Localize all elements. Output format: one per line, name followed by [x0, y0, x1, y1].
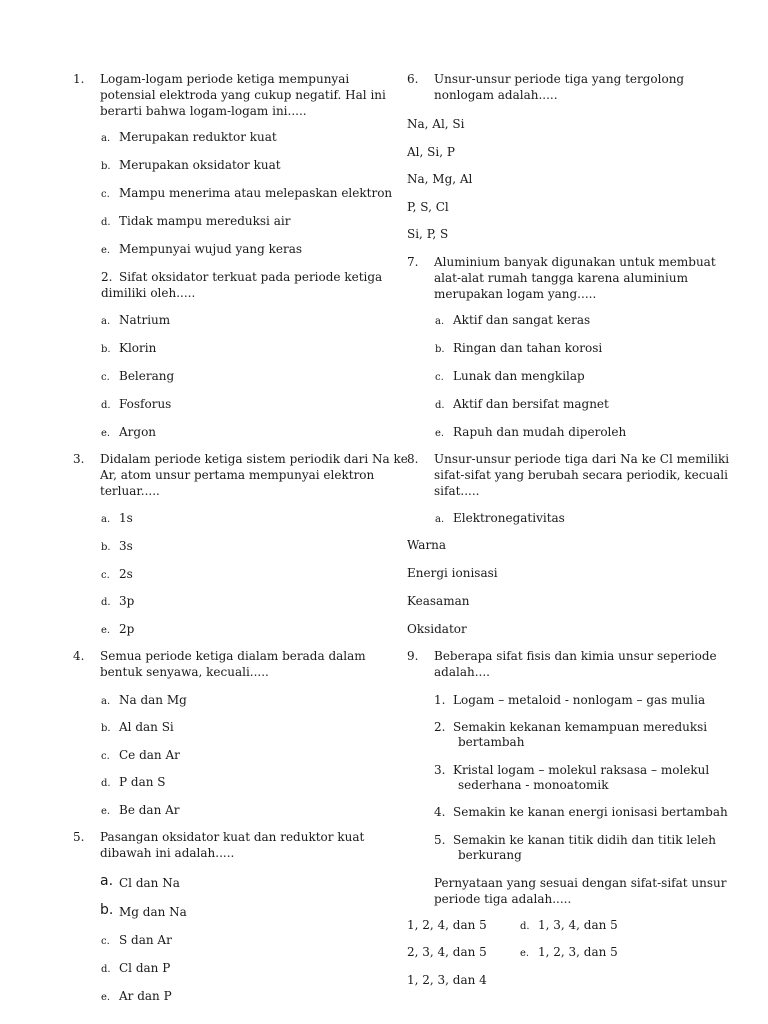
- q3-option-a-letter: a.: [101, 514, 111, 525]
- q2-option-a: Natrium: [119, 313, 171, 327]
- q7-option-e: Rapuh dan mudah diperoleh: [453, 425, 627, 439]
- q9-statement-2-line1: Semakin kekanan kemampuan mereduksi: [453, 720, 708, 734]
- q7-option-a: Aktif dan sangat keras: [453, 313, 591, 327]
- q8-text-line1: Unsur-unsur periode tiga dari Na ke Cl memiliki: [434, 452, 730, 466]
- q4-option-d-letter: d.: [101, 778, 111, 789]
- q5-text-line1: Pasangan oksidator kuat dan reduktor kuat: [100, 830, 365, 844]
- q9-answer-e-letter: e.: [520, 948, 530, 959]
- q1-option-a: Merupakan reduktor kuat: [119, 130, 277, 144]
- q8-option-a-letter: a.: [435, 514, 445, 525]
- q5-option-c: S dan Ar: [119, 933, 172, 947]
- q2-number: 2.: [101, 270, 113, 284]
- q9-prompt-line2: periode tiga adalah.....: [434, 892, 572, 906]
- q3-option-a: 1s: [119, 511, 133, 525]
- q9-answer-b: 2, 3, 4, dan 5: [407, 945, 487, 959]
- q8-option-b: Warna: [407, 538, 447, 552]
- q1-option-e-letter: e.: [101, 245, 111, 256]
- q1-number: 1.: [73, 72, 85, 86]
- q4-option-b: Al dan Si: [119, 720, 174, 734]
- q5-option-e: Ar dan P: [119, 989, 172, 1003]
- q2-option-d: Fosforus: [119, 397, 172, 411]
- q7-option-b-letter: b.: [435, 344, 445, 355]
- q3-option-d-letter: d.: [101, 597, 111, 608]
- q8-text-line2: sifat-sifat yang berubah secara periodik, kecuali: [434, 468, 728, 482]
- q9-number: 9.: [407, 649, 419, 663]
- q7-number: 7.: [407, 255, 419, 269]
- q5-option-c-letter: c.: [101, 936, 110, 947]
- q1-text-line3: berarti bahwa logam-logam ini.....: [100, 104, 307, 118]
- q1-option-b-letter: b.: [101, 161, 111, 172]
- q2-option-b-letter: b.: [101, 344, 111, 355]
- q9-statement-5-line1: Semakin ke kanan titik didih dan titik leleh: [453, 833, 716, 847]
- q5-option-d-letter: d.: [101, 964, 111, 975]
- q9-statement-3-line2: sederhana - monoatomik: [458, 778, 609, 792]
- q9-statement-5-line2: berkurang: [458, 848, 522, 862]
- q9-text-line2: adalah....: [434, 665, 490, 679]
- q1-option-c: Mampu menerima atau melepaskan elektron: [119, 186, 393, 200]
- q7-text-line3: merupakan logam yang.....: [434, 287, 597, 301]
- q9-statement-2-line2: bertambah: [458, 735, 525, 749]
- q5-option-a: Cl dan Na: [119, 876, 180, 890]
- q6-option-1: Na, Al, Si: [407, 117, 465, 131]
- q5-option-d: Cl dan P: [119, 961, 171, 975]
- q2-option-a-letter: a.: [101, 316, 111, 327]
- q8-option-d: Keasaman: [407, 594, 470, 608]
- q1-option-a-letter: a.: [101, 133, 111, 144]
- q2-text-line1: Sifat oksidator terkuat pada periode ketiga: [119, 270, 383, 284]
- q6-text-line2: nonlogam adalah.....: [434, 88, 558, 102]
- q8-option-c: Energi ionisasi: [407, 566, 498, 580]
- q3-option-b: 3s: [119, 539, 133, 553]
- q9-answer-d-letter: d.: [520, 921, 530, 932]
- q8-option-e: Oksidator: [407, 622, 467, 636]
- q4-option-d: P dan S: [119, 775, 166, 789]
- q1-option-b: Merupakan oksidator kuat: [119, 158, 281, 172]
- q4-option-a-letter: a.: [101, 696, 111, 707]
- q3-option-e-letter: e.: [101, 625, 111, 636]
- q9-statement-3-line1: Kristal logam – molekul raksasa – molekul: [453, 763, 710, 777]
- q3-text-line3: terluar.....: [100, 484, 160, 498]
- q1-text-line2: potensial elektroda yang cukup negatif. Hal ini: [100, 88, 386, 102]
- q6-option-3: Na, Mg, Al: [407, 172, 473, 186]
- q7-option-d: Aktif dan bersifat magnet: [453, 397, 609, 411]
- q9-statement-2-number: 2.: [434, 720, 446, 734]
- q7-option-e-letter: e.: [435, 428, 445, 439]
- q5-option-b-letter: b.: [100, 902, 114, 918]
- q9-answer-e: 1, 2, 3, dan 5: [538, 945, 618, 959]
- q9-statement-5-number: 5.: [434, 833, 446, 847]
- q6-option-2: Al, Si, P: [407, 145, 455, 159]
- q2-option-e: Argon: [119, 425, 157, 439]
- q6-number: 6.: [407, 72, 419, 86]
- q9-statement-1-number: 1.: [434, 693, 446, 707]
- q4-text-line2: bentuk senyawa, kecuali.....: [100, 665, 269, 679]
- q7-option-b: Ringan dan tahan korosi: [453, 341, 603, 355]
- q9-answer-d: 1, 3, 4, dan 5: [538, 918, 618, 932]
- q9-answer-a: 1, 2, 4, dan 5: [407, 918, 487, 932]
- q5-option-a-letter: a.: [100, 873, 114, 889]
- q2-option-e-letter: e.: [101, 428, 111, 439]
- q7-option-c-letter: c.: [435, 372, 444, 383]
- q9-statement-1: Logam – metaloid - nonlogam – gas mulia: [453, 693, 706, 707]
- q9-statement-4: Semakin ke kanan energi ionisasi bertambah: [453, 805, 728, 819]
- q1-option-c-letter: c.: [101, 189, 110, 200]
- q6-option-4: P, S, Cl: [407, 200, 449, 214]
- q2-option-d-letter: d.: [101, 400, 111, 411]
- q7-option-a-letter: a.: [435, 316, 445, 327]
- q8-number: 8.: [407, 452, 419, 466]
- q9-text-line1: Beberapa sifat fisis dan kimia unsur seperiode: [434, 649, 717, 663]
- q3-option-c: 2s: [119, 567, 133, 581]
- q9-answer-c: 1, 2, 3, dan 4: [407, 973, 487, 987]
- q7-option-d-letter: d.: [435, 400, 445, 411]
- q6-text-line1: Unsur-unsur periode tiga yang tergolong: [434, 72, 685, 86]
- q4-text-line1: Semua periode ketiga dialam berada dalam: [100, 649, 366, 663]
- q8-text-line3: sifat.....: [434, 484, 480, 498]
- q4-option-b-letter: b.: [101, 723, 111, 734]
- q9-statement-4-number: 4.: [434, 805, 446, 819]
- q2-option-c-letter: c.: [101, 372, 110, 383]
- q1-option-d: Tidak mampu mereduksi air: [119, 214, 291, 228]
- q4-option-c: Ce dan Ar: [119, 748, 180, 762]
- q4-option-a: Na dan Mg: [119, 693, 187, 707]
- q3-text-line2: Ar, atom unsur pertama mempunyai elektron: [100, 468, 375, 482]
- q1-option-d-letter: d.: [101, 217, 111, 228]
- q9-statement-3-number: 3.: [434, 763, 446, 777]
- q7-option-c: Lunak dan mengkilap: [453, 369, 585, 383]
- q1-option-e: Mempunyai wujud yang keras: [119, 242, 303, 256]
- q5-number: 5.: [73, 830, 85, 844]
- q5-text-line2: dibawah ini adalah.....: [100, 846, 235, 860]
- q3-option-b-letter: b.: [101, 542, 111, 553]
- q3-option-d: 3p: [119, 594, 135, 608]
- q5-option-b: Mg dan Na: [119, 905, 187, 919]
- q4-number: 4.: [73, 649, 85, 663]
- q3-text-line1: Didalam periode ketiga sistem periodik dari Na ke: [100, 452, 408, 466]
- q2-option-c: Belerang: [119, 369, 175, 383]
- q3-number: 3.: [73, 452, 85, 466]
- q5-option-e-letter: e.: [101, 992, 111, 1003]
- q7-text-line2: alat-alat rumah tangga karena aluminium: [434, 271, 688, 285]
- q2-text-line2: dimiliki oleh.....: [101, 286, 196, 300]
- q6-option-5: Si, P, S: [407, 227, 449, 241]
- q4-option-e-letter: e.: [101, 806, 111, 817]
- q4-option-e: Be dan Ar: [119, 803, 180, 817]
- q3-option-e: 2p: [119, 622, 135, 636]
- q4-option-c-letter: c.: [101, 751, 110, 762]
- q7-text-line1: Aluminium banyak digunakan untuk membuat: [434, 255, 716, 269]
- q1-text-line1: Logam-logam periode ketiga mempunyai: [100, 72, 350, 86]
- q9-prompt-line1: Pernyataan yang sesuai dengan sifat-sifat unsur: [434, 876, 727, 890]
- q3-option-c-letter: c.: [101, 570, 110, 581]
- q8-option-a: Elektronegativitas: [453, 511, 565, 525]
- q2-option-b: Klorin: [119, 341, 157, 355]
